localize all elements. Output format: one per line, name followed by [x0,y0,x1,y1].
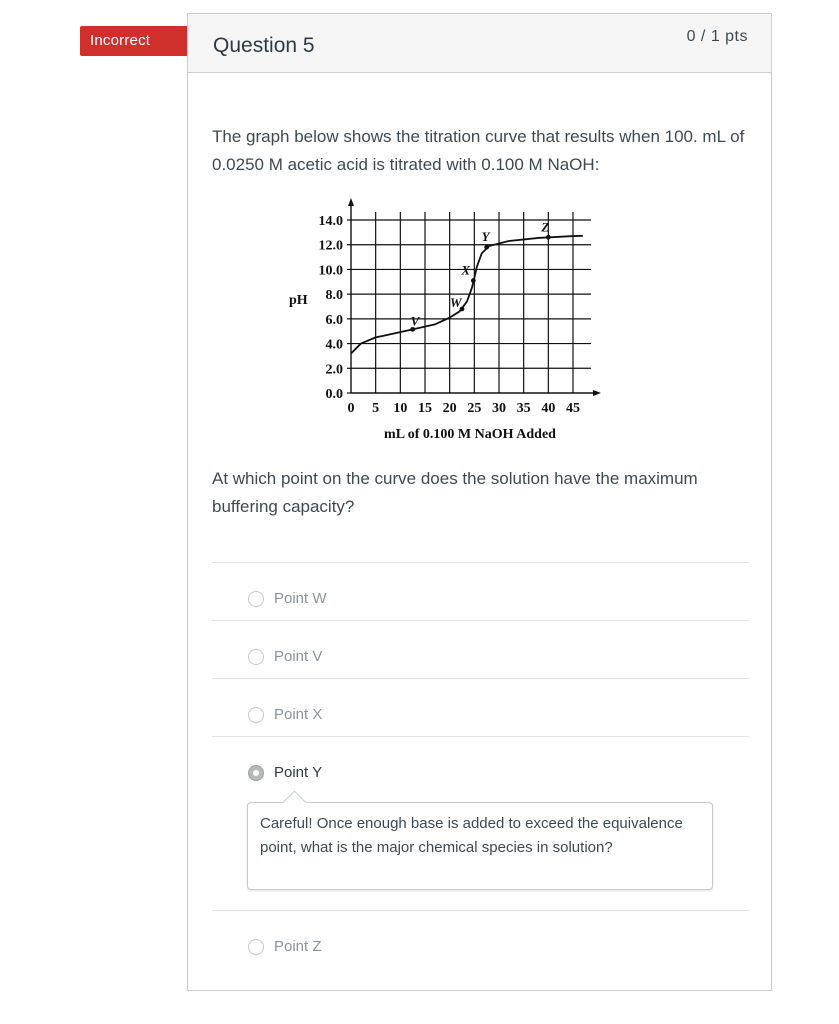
point-v-label: V [410,313,420,329]
x-tick-label: 40 [541,401,556,416]
y-axis-arrow [348,198,354,206]
question-points: 0 / 1 pts [686,28,748,45]
answer-point-x[interactable] [212,693,749,749]
y-tick-label: 4.0 [325,337,343,353]
x-tick-label: 15 [418,401,432,416]
answer-feedback [247,802,713,890]
answer-label: Point Z [274,938,322,955]
answer-divider [212,562,749,563]
y-tick-label: 0.0 [325,387,343,402]
x-axis-arrow [593,390,601,396]
answer-label: Point Y [274,764,323,781]
y-axis-label: pH [289,293,308,309]
y-tick-label: 6.0 [325,312,343,328]
point-x-marker [471,278,476,283]
x-tick-label: 25 [467,401,482,416]
y-tick-label: 10.0 [318,263,343,279]
answer-divider [212,910,749,911]
x-tick-label: 0 [347,401,355,416]
y-tick-label: 14.0 [318,214,343,229]
question-card [187,13,772,991]
x-tick-label: 20 [442,401,457,416]
radio-point-w[interactable] [248,591,264,607]
point-x-label: X [461,262,471,278]
radio-point-x[interactable] [248,707,264,723]
point-z-label: Z [541,219,550,235]
point-z-marker [546,235,551,240]
point-y-label: Y [481,229,490,245]
question-prompt: At which point on the curve does the solution have the maximum buffering capacity? [212,469,698,516]
answer-label: Point V [274,648,323,665]
x-tick-label: 45 [566,401,580,416]
answer-divider [212,678,749,679]
feedback-text: Careful! Once enough base is added to exceed the equivalence point, what is the major chemical species in solution? [260,815,683,856]
point-w-label: W [450,294,462,310]
y-tick-label: 12.0 [318,238,343,254]
titration-chart [283,196,613,458]
answer-point-w[interactable] [212,577,749,633]
question-title: Question 5 [213,34,315,57]
answer-point-v[interactable] [212,635,749,691]
question-header [188,14,771,73]
x-tick-label: 35 [516,401,531,416]
incorrect-label: Incorrect [90,32,151,49]
y-tick-label: 2.0 [325,362,343,378]
x-tick-label: 30 [492,401,506,416]
radio-point-v[interactable] [248,649,264,665]
titration-chart-svg [283,196,613,458]
answer-divider [212,736,749,737]
answer-label: Point X [274,706,323,723]
answer-point-z[interactable] [212,925,749,981]
answer-divider [212,620,749,621]
y-tick-label: 8.0 [325,288,343,304]
radio-point-z[interactable] [248,939,264,955]
x-axis-label: mL of 0.100 M NaOH Added [384,427,556,442]
x-tick-label: 10 [393,401,408,416]
point-y-marker [484,245,489,250]
answer-label: Point W [274,590,327,607]
x-tick-label: 5 [372,401,380,416]
radio-point-y-selected[interactable] [248,765,264,781]
question-intro: The graph below shows the titration curve that results when 100. mL of 0.0250 M acetic acid is titrated with 0.100 M NaOH: [212,127,745,174]
